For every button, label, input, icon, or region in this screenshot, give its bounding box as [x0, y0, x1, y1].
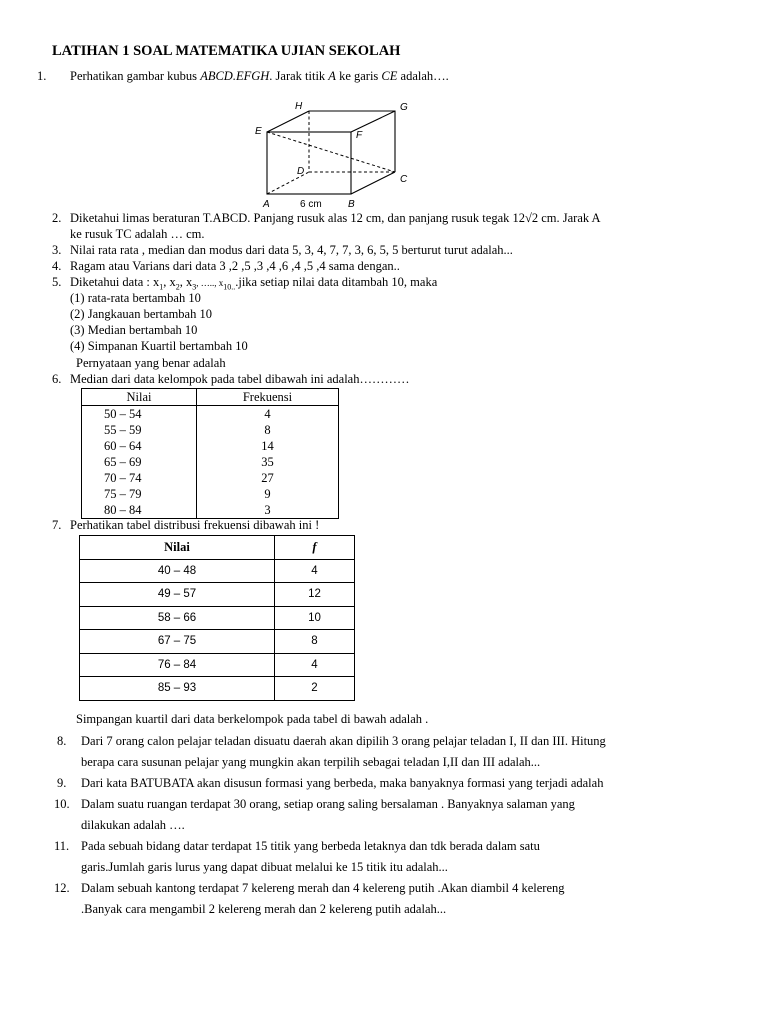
- q10-line1: Dalam suatu ruangan terdapat 30 orang, setiap orang saling bersalaman . Banyaknya salaman yang: [81, 797, 575, 811]
- q3-number: 3.: [52, 243, 62, 257]
- q5-item-2: (2) Jangkauan bertambah 10: [70, 307, 212, 321]
- q7-cell-f: 4: [275, 559, 355, 583]
- q1-part3: ke garis: [335, 69, 382, 83]
- q7-cell-f: 10: [275, 606, 355, 630]
- q8-line1: Dari 7 orang calon pelajar teladan disuatu daerah akan dipilih 3 orang pelajar teladan I, II dan III. Hitung: [81, 734, 606, 748]
- q6-cell-nilai: 65 – 69: [82, 454, 197, 470]
- q9-text: Dari kata BATUBATA akan disusun formasi yang berbeda, maka banyaknya formasi yang terjadi adalah: [81, 776, 604, 790]
- cube-label-h: H: [295, 101, 303, 112]
- table-row: [80, 653, 355, 677]
- q6-frequency-table: [81, 388, 339, 519]
- q7-cell-nilai: 85 – 93: [80, 677, 275, 701]
- q5-sub1: 1: [159, 282, 164, 292]
- cube-label-e: E: [255, 126, 262, 137]
- q5-sub10: 10..: [223, 282, 236, 292]
- q1-cube: ABCD.EFGH: [200, 69, 270, 83]
- table-row: [82, 422, 339, 438]
- q7-header-f: f: [275, 536, 355, 560]
- q5-item-1: (1) rata-rata bertambah 10: [70, 291, 201, 305]
- q5-sub2: 2: [175, 282, 180, 292]
- q8-number: 8.: [57, 734, 67, 748]
- q7-distribution-table: [79, 535, 355, 701]
- q1-part2: . Jarak titik: [269, 69, 329, 83]
- cube-edge-bc: [351, 172, 395, 194]
- cube-label-b: B: [348, 199, 355, 210]
- cube-edge-eh: [267, 111, 309, 132]
- q12-line1: Dalam sebuah kantong terdapat 7 kelereng merah dan 4 kelereng putih .Akan diambil 4 kelereng: [81, 881, 565, 895]
- table-row: [82, 470, 339, 486]
- q6-cell-nilai: 50 – 54: [82, 406, 197, 423]
- q1-number: 1.: [37, 69, 47, 83]
- q2-line2: ke rusuk TC adalah … cm.: [70, 227, 205, 241]
- table-row: [80, 606, 355, 630]
- q10-line2: dilakukan adalah ….: [81, 818, 185, 832]
- q7-after-text: Simpangan kuartil dari data berkelompok pada tabel di bawah adalah .: [76, 712, 429, 726]
- table-row: [82, 502, 339, 519]
- cube-label-g: G: [400, 102, 408, 113]
- q12-number: 12.: [54, 881, 70, 895]
- q1-line-ce: CE: [381, 69, 398, 83]
- table-row: [82, 454, 339, 470]
- q6-number: 6.: [52, 372, 62, 386]
- table-row: [82, 438, 339, 454]
- q7-number: 7.: [52, 518, 62, 532]
- q4-text: Ragam atau Varians dari data 3 ,2 ,5 ,3 ,4 ,6 ,4 ,5 ,4 sama dengan..: [70, 259, 400, 273]
- cube-diagonal-ec: [267, 132, 395, 172]
- q6-cell-nilai: 70 – 74: [82, 470, 197, 486]
- q1-text: [70, 70, 449, 83]
- table-row: [80, 677, 355, 701]
- q7-cell-nilai: 58 – 66: [80, 606, 275, 630]
- q5-item-3: (3) Median bertambah 10: [70, 323, 198, 337]
- q11-line1: Pada sebuah bidang datar terdapat 15 titik yang berbeda letaknya dan tdk berada dalam satu: [81, 839, 540, 853]
- q9-number: 9.: [57, 776, 67, 790]
- q12-line2: .Banyak cara mengambil 2 kelereng merah dan 2 kelereng putih adalah...: [81, 902, 447, 916]
- q6-cell-nilai: 80 – 84: [82, 502, 197, 519]
- q5-closing: Pernyataan yang benar adalah: [76, 356, 226, 370]
- q7-cell-f: 12: [275, 583, 355, 607]
- q5-item-4: (4) Simpanan Kuartil bertambah 10: [70, 339, 248, 353]
- q1-point-a: A: [328, 69, 336, 83]
- page-title: LATIHAN 1 SOAL MATEMATIKA UJIAN SEKOLAH: [52, 43, 401, 59]
- q5-sub3: 3: [192, 282, 197, 292]
- q6-cell-frekuensi: 8: [197, 422, 339, 438]
- q2-line1: Diketahui limas beraturan T.ABCD. Panjang rusuk alas 12 cm, dan panjang rusuk tegak 12√2 cm. Jarak A: [70, 211, 601, 225]
- q10-number: 10.: [54, 797, 70, 811]
- q6-text: Median dari data kelompok pada tabel dibawah ini adalah…………: [70, 372, 410, 386]
- q7-cell-nilai: 40 – 48: [80, 559, 275, 583]
- q6-header-nilai: Nilai: [82, 389, 197, 406]
- q2-number: 2.: [52, 211, 62, 225]
- q7-cell-nilai: 67 – 75: [80, 630, 275, 654]
- q7-text: Perhatikan tabel distribusi frekuensi dibawah ini !: [70, 518, 320, 532]
- cube-label-c: C: [400, 174, 408, 185]
- cube-back-top-right: [309, 111, 395, 172]
- table-row: [82, 486, 339, 502]
- table-row: [80, 583, 355, 607]
- q6-cell-frekuensi: 4: [197, 406, 339, 423]
- cube-label-f: F: [356, 130, 363, 141]
- q5-comma2: , x: [179, 275, 193, 289]
- q7-cell-f: 4: [275, 653, 355, 677]
- cube-figure: [250, 96, 420, 212]
- q8-line2: berapa cara susunan pelajar yang mungkin akan terpilih sebagai teladan I,II dan III adalah...: [81, 755, 541, 769]
- q6-cell-nilai: 60 – 64: [82, 438, 197, 454]
- q7-cell-f: 8: [275, 630, 355, 654]
- q6-cell-frekuensi: 35: [197, 454, 339, 470]
- q6-cell-frekuensi: 27: [197, 470, 339, 486]
- q1-part1: Perhatikan gambar kubus: [70, 69, 201, 83]
- table-row: [82, 406, 339, 423]
- q4-number: 4.: [52, 259, 62, 273]
- q6-cell-frekuensi: 9: [197, 486, 339, 502]
- cube-side-length: 6 cm: [300, 199, 322, 210]
- q5-comma1: , x: [163, 275, 176, 289]
- q6-cell-nilai: 75 – 79: [82, 486, 197, 502]
- cube-label-a: A: [263, 199, 270, 210]
- q1-part4: adalah….: [397, 69, 449, 83]
- q6-header-frekuensi: Frekuensi: [197, 389, 339, 406]
- q5-text: [70, 276, 437, 292]
- q5-number: 5.: [52, 275, 62, 289]
- q6-cell-frekuensi: 14: [197, 438, 339, 454]
- q7-cell-nilai: 49 – 57: [80, 583, 275, 607]
- q5-lead: Diketahui data : x: [70, 275, 160, 289]
- q7-header-nilai: Nilai: [80, 536, 275, 560]
- q5-tail: .jika setiap nilai data ditambah 10, maka: [235, 275, 438, 289]
- q7-cell-f: 2: [275, 677, 355, 701]
- table-row: [80, 630, 355, 654]
- cube-edge-fg: [351, 111, 395, 132]
- q5-comma3: , ….., x: [196, 278, 224, 288]
- q11-line2: garis.Jumlah garis lurus yang dapat dibuat melalui ke 15 titik itu adalah...: [81, 860, 448, 874]
- q11-number: 11.: [54, 839, 70, 853]
- q6-cell-nilai: 55 – 59: [82, 422, 197, 438]
- cube-label-d: D: [297, 166, 305, 177]
- q7-cell-nilai: 76 – 84: [80, 653, 275, 677]
- table-row: [80, 559, 355, 583]
- q6-cell-frekuensi: 3: [197, 502, 339, 519]
- q3-text: Nilai rata rata , median dan modus dari data 5, 3, 4, 7, 7, 3, 6, 5, 5 berturut turut adalah...: [70, 243, 513, 257]
